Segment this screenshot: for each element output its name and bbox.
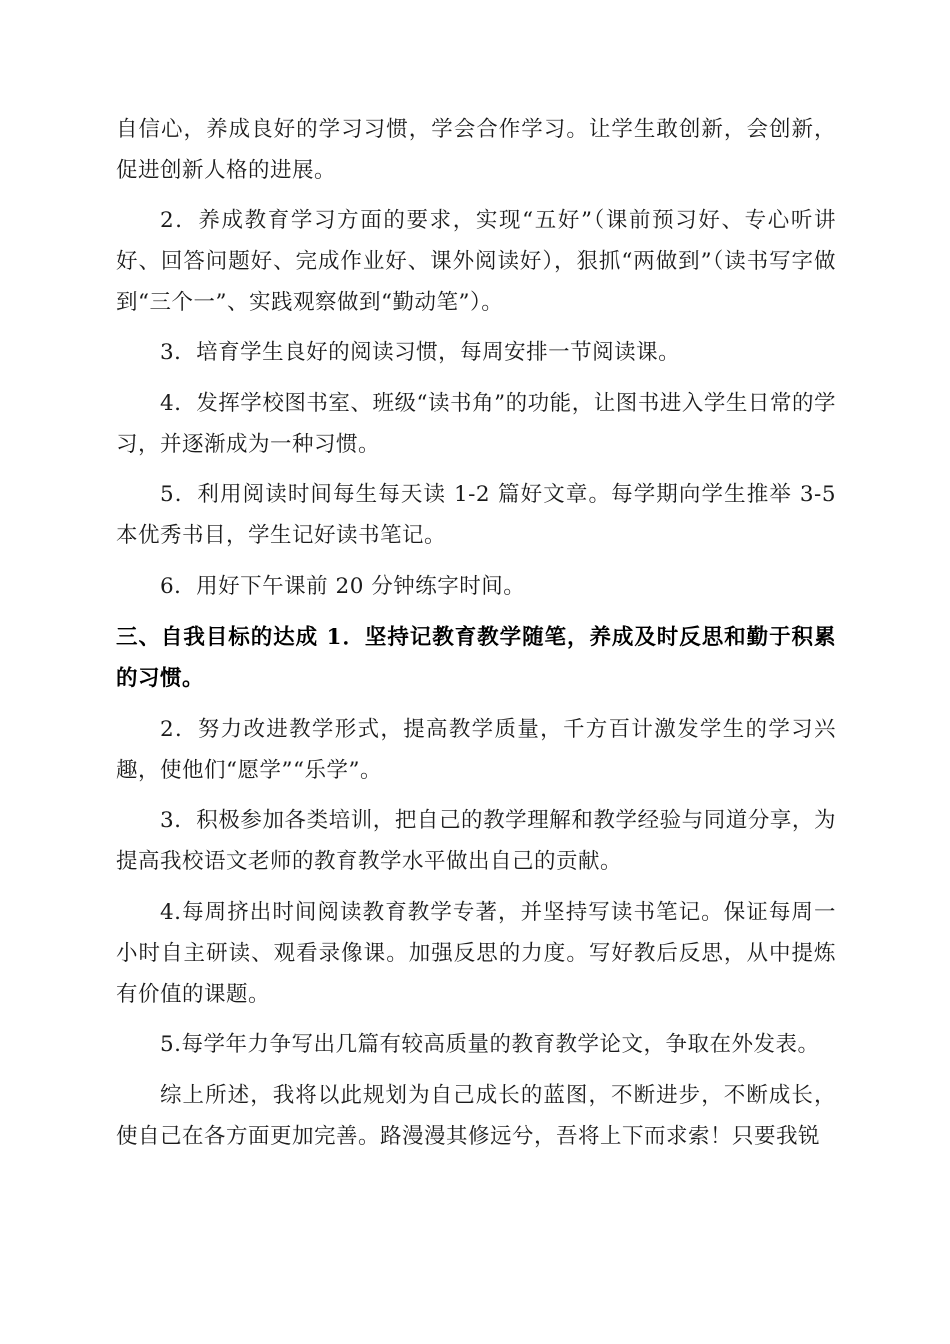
- paragraph-item-4-library: 4．发挥学校图书室、班级“读书角”的功能，让图书进入学生日常的学习，并逐渐成为一种习惯。: [116, 391, 836, 457]
- paragraph-intro-continuation: 自信心，养成良好的学习习惯，学会合作学习。让学生敢创新，会创新，促进创新人格的进展。: [116, 117, 836, 183]
- paragraph-goal-4-study: 4.每周挤出时间阅读教育教学专著，并坚持写读书笔记。保证每周一小时自主研读、观看录像课。加强反思的力度。写好教后反思，从中提炼有价值的课题。: [116, 900, 836, 1007]
- paragraph-conclusion: 综上所述，我将以此规划为自己成长的蓝图，不断进步，不断成长，使自己在各方面更加完善。路漫漫其修远兮，吾将上下而求索！只要我锐: [116, 1083, 836, 1149]
- paragraph-goal-5-papers: 5.每学年力争写出几篇有较高质量的教育教学论文，争取在外发表。: [160, 1032, 820, 1057]
- paragraph-item-6-writing: 6．用好下午课前 20 分钟练字时间。: [160, 574, 526, 599]
- paragraph-goal-3-training: 3．积极参加各类培训，把自己的教学理解和教学经验与同道分享，为提高我校语文老师的教育教学水平做出自己的贡献。: [116, 808, 836, 874]
- paragraph-item-2-habits: 2．养成教育学习方面的要求，实现“五好”（课前预习好、专心听讲好、回答问题好、完成作业好、课外阅读好），狠抓“两做到”（读书写字做到“三个一”、实践观察做到“勤动笔”）。: [116, 208, 836, 315]
- paragraph-goal-2-teaching: 2．努力改进教学形式，提高教学质量，千方百计激发学生的学习兴趣，使他们“愿学”“乐学”。: [116, 717, 836, 783]
- paragraph-item-3-reading: 3．培育学生良好的阅读习惯，每周安排一节阅读课。: [160, 340, 681, 365]
- paragraph-item-5-articles: 5．利用阅读时间每生每天读 1-2 篇好文章。每学期向学生推举 3-5 本优秀书目，学生记好读书笔记。: [116, 482, 844, 548]
- section-heading-self-goals: 三、自我目标的达成 1．坚持记教育教学随笔，养成及时反思和勤于积累的习惯。: [116, 625, 836, 691]
